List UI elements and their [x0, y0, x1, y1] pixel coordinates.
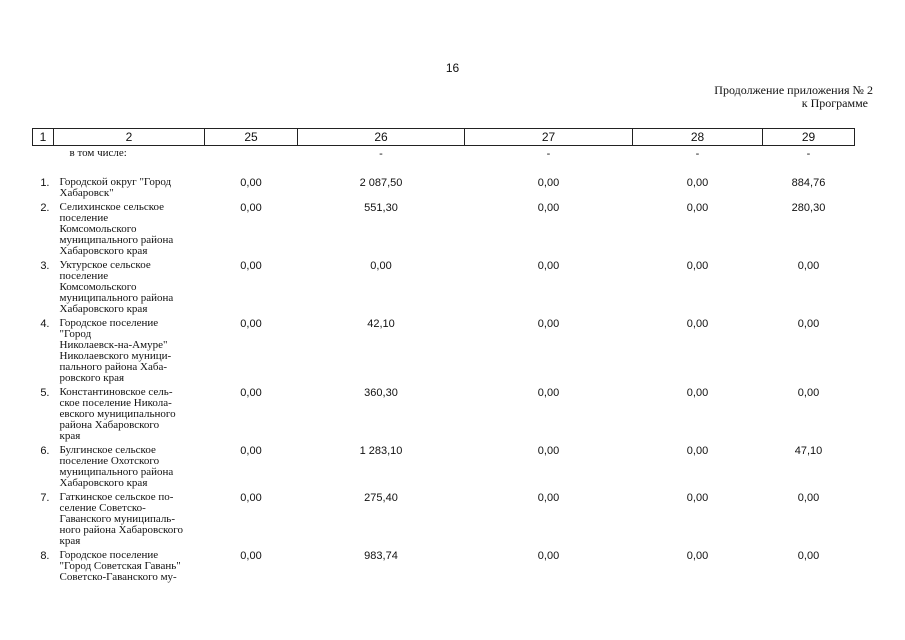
table-cell: 0,00 [537, 492, 560, 504]
row-name-line: Комсомольского [59, 223, 137, 235]
table-cell: 0,00 [240, 492, 262, 504]
row-name-line: Николаевского муници- [59, 350, 172, 362]
table-cell: 0,00 [686, 260, 709, 272]
row-index: 3. [40, 260, 50, 272]
table-cell: 0,00 [686, 445, 709, 457]
row-name [54, 257, 205, 315]
row-index: 5. [40, 387, 50, 399]
table-cell: 1 283,10 [359, 445, 403, 457]
table-cell: 42,10 [367, 318, 395, 330]
table-cell: 0,00 [797, 387, 820, 399]
table-cell: 0,00 [537, 260, 560, 272]
row-name [54, 384, 205, 442]
row-name-line: ское поселение Никола- [59, 397, 172, 409]
table-cell: 551,30 [364, 202, 398, 214]
row-name-line: муниципального района [59, 466, 174, 478]
page-number: 16 [445, 61, 460, 75]
table-row [33, 315, 855, 384]
table-cell: 0,00 [686, 492, 709, 504]
row-name-line: Городской округ "Город [59, 176, 172, 188]
row-name-line: "Город [59, 328, 92, 340]
row-name-line: муниципального района [59, 234, 174, 246]
row-name-line: Городское поселение [59, 317, 159, 329]
appendix-line-1: Продолжение приложения № 2 [714, 83, 873, 97]
row-name-line: Уктурское сельское [59, 259, 151, 271]
header-cell: 29 [763, 129, 855, 146]
table-cell: 47,10 [794, 445, 823, 457]
row-name-line: края [59, 430, 81, 442]
appendix-heading [714, 84, 873, 110]
table-cell: 0,00 [240, 177, 262, 189]
row-name-line: Булгинское сельское [59, 444, 156, 456]
row-name-line: Николаевск-на-Амуре" [59, 339, 168, 351]
row-name-line: Хабаровского края [59, 303, 148, 315]
table-cell: 0,00 [537, 177, 560, 189]
row-name-line: ного района Хабаровского [59, 524, 184, 536]
row-name-line: края [59, 535, 81, 547]
table-cell: 0,00 [537, 550, 560, 562]
header-cell: 25 [205, 129, 298, 146]
row-index: 4. [40, 318, 50, 330]
row-name [54, 442, 205, 489]
subtotal-row [33, 146, 855, 169]
row-name-line: района Хабаровского [59, 419, 160, 431]
header-cell: 26 [298, 129, 465, 146]
table-cell: 360,30 [364, 387, 398, 399]
table-cell: 0,00 [537, 445, 560, 457]
subtotal-label: в том числе: [69, 147, 127, 159]
row-name-line: Гаткинское сельское по- [59, 491, 174, 503]
row-name-line: Константиновское сель- [59, 386, 173, 398]
row-name-line: Хабаровского края [59, 477, 148, 489]
table-row [33, 384, 855, 442]
table-cell: 0,00 [686, 387, 709, 399]
header-cell: 1 [33, 129, 54, 146]
row-name-line: евского муниципального [59, 408, 176, 420]
row-name-line: поселение Охотского [59, 455, 160, 467]
header-row [33, 129, 855, 146]
row-name-line: Городское поселение [59, 549, 159, 561]
table-cell: 983,74 [364, 550, 398, 562]
row-name-line: Советско-Гаванского му- [59, 571, 177, 583]
data-table [32, 128, 855, 583]
row-name [54, 489, 205, 547]
table-cell [205, 146, 298, 169]
row-index: 1. [40, 177, 50, 189]
row-name [54, 174, 205, 199]
row-name-line: поселение [59, 212, 109, 224]
row-name [54, 547, 205, 583]
table-cell: 0,00 [686, 202, 709, 214]
row-name [54, 199, 205, 257]
table-cell: 0,00 [797, 260, 820, 272]
table-cell: 0,00 [240, 202, 262, 214]
table-cell: 0,00 [797, 550, 820, 562]
header-cell: 2 [54, 129, 205, 146]
row-index: 7. [40, 492, 50, 504]
table-cell: 0,00 [240, 318, 262, 330]
row-name-line: Селихинское сельское [59, 201, 165, 213]
row-name-line: Хабаровского края [59, 245, 148, 257]
row-name-line: поселение [59, 270, 109, 282]
table-cell: 0,00 [240, 260, 262, 272]
table-cell: 0,00 [370, 260, 392, 272]
row-index: 2. [40, 202, 50, 214]
table-cell: - [695, 148, 700, 160]
table-cell: 0,00 [537, 318, 560, 330]
header-cell: 28 [633, 129, 763, 146]
table-cell: - [379, 148, 383, 160]
table-cell: 884,76 [791, 177, 826, 189]
row-index: 6. [40, 445, 50, 457]
table-cell: 0,00 [240, 550, 262, 562]
table-row [33, 174, 855, 199]
row-name-line: селение Советско- [59, 502, 146, 514]
table-row [33, 442, 855, 489]
table-cell: 0,00 [537, 387, 560, 399]
table-cell: 0,00 [240, 387, 262, 399]
row-name-line: Хабаровск" [59, 187, 114, 199]
row-name-line: ровского края [59, 372, 125, 384]
row-name-line: муниципального района [59, 292, 174, 304]
row-index: 8. [40, 550, 50, 562]
table-cell: 0,00 [686, 177, 709, 189]
table-row [33, 199, 855, 257]
table-row [33, 489, 855, 547]
table-row [33, 547, 855, 583]
table-cell: 0,00 [240, 445, 262, 457]
table-cell: 0,00 [797, 318, 820, 330]
table-cell: - [546, 148, 551, 160]
table-cell: 275,40 [364, 492, 398, 504]
row-name-line: пального района Хаба- [59, 361, 168, 373]
table-cell: 0,00 [797, 492, 820, 504]
appendix-line-2: к Программе [801, 96, 868, 110]
table-cell: 280,30 [791, 202, 826, 214]
header-cell: 27 [465, 129, 633, 146]
table-cell: 0,00 [686, 318, 709, 330]
table-cell: 0,00 [686, 550, 709, 562]
table-row [33, 257, 855, 315]
row-name-line: Гаванского муниципаль- [59, 513, 175, 525]
table-cell: 0,00 [537, 202, 560, 214]
table-cell: - [806, 148, 811, 160]
row-name-line: "Город Советская Гавань" [59, 560, 181, 572]
row-name [54, 315, 205, 384]
row-name-line: Комсомольского [59, 281, 137, 293]
table-cell: 2 087,50 [359, 177, 403, 189]
